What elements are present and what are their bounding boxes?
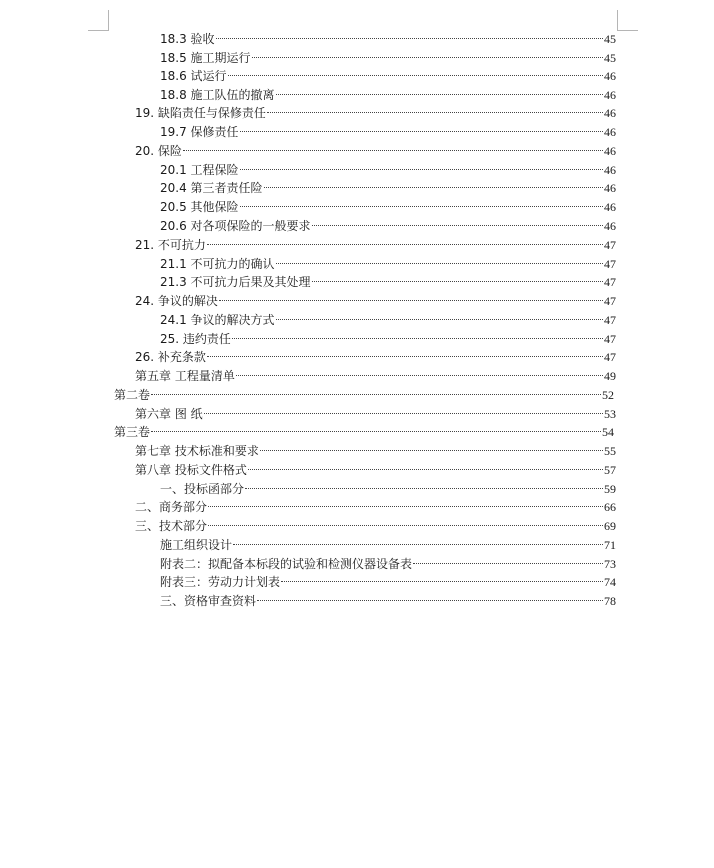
toc-leader [276, 263, 603, 264]
toc-leader [208, 506, 603, 507]
toc-entry-page: 52 [602, 388, 614, 402]
toc-leader [267, 112, 603, 113]
toc-entry[interactable] [160, 480, 616, 498]
toc-entry[interactable] [135, 405, 616, 423]
toc-entry-label: 24.1 争议的解决方式 [160, 313, 275, 327]
toc-entry-label: 三、技术部分 [135, 519, 208, 533]
toc-entry[interactable] [160, 592, 616, 610]
toc-entry[interactable] [114, 423, 614, 441]
toc-leader [219, 300, 603, 301]
toc-entry-label: 19. 缺陷责任与保修责任 [135, 106, 266, 120]
toc-entry-label: 21. 不可抗力 [135, 238, 206, 252]
toc-entry-page: 47 [604, 350, 616, 364]
toc-entry[interactable] [160, 255, 616, 273]
toc-leader [151, 394, 601, 395]
toc-entry-page: 71 [604, 538, 616, 552]
toc-entry-label: 18.5 施工期运行 [160, 51, 251, 65]
toc-entry-label: 24. 争议的解决 [135, 294, 218, 308]
toc-leader [252, 57, 603, 58]
crop-mark-top-right [617, 10, 638, 31]
toc-entry-page: 47 [604, 294, 616, 308]
toc-entry-label: 25. 违约责任 [160, 332, 231, 346]
toc-entry[interactable] [160, 49, 616, 67]
toc-entry[interactable] [160, 311, 616, 329]
toc-entry[interactable] [160, 330, 616, 348]
toc-leader [248, 469, 603, 470]
toc-leader [413, 563, 603, 564]
toc-leader [276, 319, 603, 320]
toc-entry-label: 20.6 对各项保险的一般要求 [160, 219, 311, 233]
toc-entry-page: 45 [604, 51, 616, 65]
toc-leader [257, 600, 603, 601]
toc-entry[interactable] [135, 367, 616, 385]
toc-entry[interactable] [135, 236, 616, 254]
toc-entry[interactable] [135, 442, 616, 460]
toc-entry-page: 46 [604, 106, 616, 120]
toc-leader [183, 150, 603, 151]
toc-entry-page: 66 [604, 500, 616, 514]
toc-entry-label: 21.3 不可抗力后果及其处理 [160, 275, 311, 289]
toc-entry-page: 73 [604, 557, 616, 571]
toc-entry-page: 78 [604, 594, 616, 608]
toc-entry-page: 59 [604, 482, 616, 496]
toc-entry[interactable] [160, 217, 616, 235]
toc-leader [236, 375, 603, 376]
toc-leader [240, 131, 603, 132]
toc-leader [207, 356, 603, 357]
toc-entry[interactable] [135, 517, 616, 535]
toc-entry-page: 74 [604, 575, 616, 589]
toc-entry-page: 45 [604, 32, 616, 46]
toc-entry-label: 施工组织设计 [160, 538, 233, 552]
toc-entry-page: 46 [604, 69, 616, 83]
toc-entry-page: 47 [604, 257, 616, 271]
toc-leader [245, 488, 603, 489]
toc-entry[interactable] [160, 536, 616, 554]
toc-entry-page: 55 [604, 444, 616, 458]
toc-leader [228, 75, 603, 76]
toc-entry-page: 46 [604, 144, 616, 158]
toc-entry-label: 一、投标函部分 [160, 482, 245, 496]
toc-leader [264, 187, 603, 188]
toc-entry-page: 46 [604, 219, 616, 233]
toc-leader [312, 225, 603, 226]
toc-entry-page: 47 [604, 238, 616, 252]
toc-leader [276, 94, 603, 95]
toc-entry-label: 19.7 保修责任 [160, 125, 239, 139]
toc-leader [312, 281, 603, 282]
toc-entry-label: 第五章 工程量清单 [135, 369, 235, 383]
toc-entry[interactable] [135, 348, 616, 366]
toc-entry-label: 18.3 验收 [160, 32, 215, 46]
toc-leader [207, 244, 603, 245]
toc-entry[interactable] [160, 273, 616, 291]
toc-entry-page: 47 [604, 332, 616, 346]
toc-entry-page: 49 [604, 369, 616, 383]
toc-entry-label: 附表二：拟配备本标段的试验和检测仪器设备表 [160, 557, 413, 571]
toc-entry-label: 三、资格审查资料 [160, 594, 257, 608]
toc-leader [260, 450, 603, 451]
toc-leader [281, 581, 603, 582]
toc-entry[interactable] [160, 123, 616, 141]
toc-entry[interactable] [114, 386, 614, 404]
toc-entry[interactable] [135, 292, 616, 310]
toc-entry-page: 47 [604, 313, 616, 327]
toc-entry-label: 第八章 投标文件格式 [135, 463, 247, 477]
toc-entry[interactable] [160, 198, 616, 216]
toc-entry-label: 附表三：劳动力计划表 [160, 575, 281, 589]
toc-entry-label: 20. 保险 [135, 144, 182, 158]
toc-entry-label: 18.8 施工队伍的撤离 [160, 88, 275, 102]
toc-entry[interactable] [160, 67, 616, 85]
toc-entry[interactable] [135, 461, 616, 479]
toc-leader [204, 413, 603, 414]
toc-leader [240, 206, 603, 207]
toc-entry[interactable] [135, 104, 616, 122]
crop-mark-top-left [88, 10, 109, 31]
toc-entry-page: 46 [604, 88, 616, 102]
toc-entry-page: 46 [604, 163, 616, 177]
toc-entry-page: 54 [602, 425, 614, 439]
toc-entry-page: 46 [604, 200, 616, 214]
toc-leader [151, 431, 601, 432]
toc-entry-page: 47 [604, 275, 616, 289]
toc-entry-label: 第二卷 [114, 388, 151, 402]
toc-entry-page: 69 [604, 519, 616, 533]
toc-entry[interactable] [160, 30, 616, 48]
toc-entry-label: 21.1 不可抗力的确认 [160, 257, 275, 271]
toc-entry-label: 二、商务部分 [135, 500, 208, 514]
toc-entry-label: 第三卷 [114, 425, 151, 439]
toc-entry[interactable] [160, 179, 616, 197]
toc-leader [216, 38, 603, 39]
toc-leader [232, 338, 603, 339]
toc-entry[interactable] [160, 573, 616, 591]
toc-entry[interactable] [160, 555, 616, 573]
toc-entry-label: 20.1 工程保险 [160, 163, 239, 177]
toc-entry[interactable] [135, 142, 616, 160]
toc-entry-label: 18.6 试运行 [160, 69, 227, 83]
toc-entry-label: 26. 补充条款 [135, 350, 206, 364]
toc-leader [208, 525, 603, 526]
toc-leader [240, 169, 603, 170]
toc-leader [233, 544, 603, 545]
toc-entry[interactable] [160, 86, 616, 104]
toc-entry-page: 46 [604, 181, 616, 195]
toc-entry-label: 第六章 图 纸 [135, 407, 203, 421]
toc-entry-label: 第七章 技术标准和要求 [135, 444, 259, 458]
toc-entry-label: 20.5 其他保险 [160, 200, 239, 214]
toc-entry[interactable] [160, 161, 616, 179]
toc-entry-page: 57 [604, 463, 616, 477]
toc-entry[interactable] [135, 498, 616, 516]
toc-entry-page: 53 [604, 407, 616, 421]
toc-entry-label: 20.4 第三者责任险 [160, 181, 263, 195]
toc-entry-page: 46 [604, 125, 616, 139]
